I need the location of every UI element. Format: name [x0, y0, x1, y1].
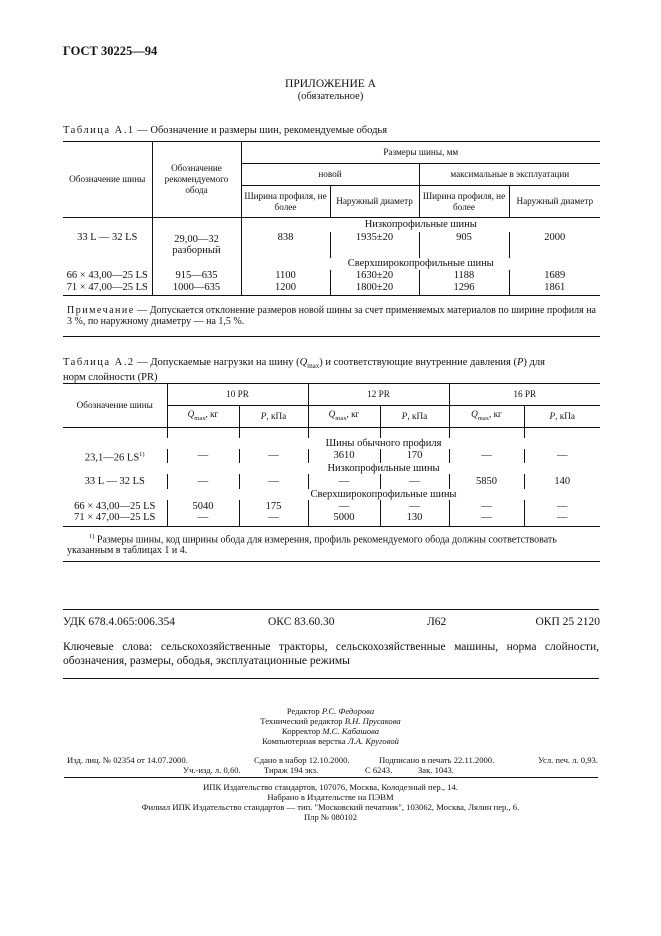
table2-r2-q10: —: [167, 474, 239, 489]
table2-caption-b: ) и соответствующие внутренние давления (: [319, 357, 517, 368]
table2-r4-p10: —: [239, 512, 308, 526]
table1-r1-dmax: 2000: [509, 232, 600, 258]
table1-group-ultra: Сверхширокопрофильные шины: [241, 258, 600, 270]
table2: [63, 383, 600, 562]
table2-r1-tire-text: 23,1—26 LS: [84, 452, 140, 463]
table2-r2-p12: —: [380, 474, 449, 489]
table-row: [63, 500, 600, 512]
table2-head-12pr: 12 PR: [308, 384, 449, 406]
table2-head-p12: [380, 406, 449, 428]
footnote-mark: 1): [89, 532, 95, 540]
table2-caption-max: max: [307, 362, 320, 371]
table2-r1-q12: 3610: [308, 449, 380, 464]
q-symbol: Q: [187, 409, 195, 420]
p-unit: , кПа: [407, 411, 428, 421]
table1-caption-text: — Обозначение и размеры шин, рекомендуемые ободья: [134, 125, 388, 136]
table1-r3-dmax: 1861: [509, 282, 600, 296]
p-symbol: P: [549, 411, 556, 421]
table1-r2-dmax: 1689: [509, 270, 600, 282]
q-symbol: Q: [328, 409, 336, 420]
table1-head-dia-new: Наружный диаметр: [330, 186, 419, 218]
table1-head-tire: Обозначение шины: [63, 142, 152, 218]
oks-code: ОКС 83.60.30: [268, 616, 335, 628]
table1-r1-wnew: 838: [241, 232, 330, 258]
table1-note: [63, 296, 600, 337]
table1-head-rim: Обозначение рекомендуемого обода: [152, 142, 241, 218]
q-unit: , кг: [489, 409, 502, 420]
table2-r1-p16: —: [524, 449, 600, 464]
layout-label: Компьютерная верстка: [262, 736, 348, 746]
corrector-line: [0, 726, 661, 736]
table1-r1-rim-line1: 29,00—32: [174, 233, 219, 245]
editor-label: Редактор: [286, 706, 322, 716]
table2-r3-p10: 175: [239, 500, 308, 512]
table2-head-p16: [524, 406, 600, 428]
table2-footnote-text: Размеры шины, код ширины обода для измерения, профиль рекомендуемого обода должны соответствовать указанным в таблицах 1 и 4.: [67, 534, 557, 557]
table2-head-q10: [167, 406, 239, 428]
s-number: С 6243.: [365, 765, 393, 775]
usl-pech: Усл. печ. л. 0,93.: [537, 755, 598, 765]
table2-r4-q12: 5000: [308, 512, 380, 526]
corrector-label: Корректор: [281, 726, 323, 736]
table1-head-width-new: Ширина профиля, не более: [241, 186, 330, 218]
table2-r1-tire: [63, 449, 167, 464]
editor-line: [0, 706, 661, 716]
keywords: Ключевые слова: сельскохозяйственные тракторы, сельскохозяйственные машины, норма слойности, обозначения, размеры, ободья, эксплуатационные режимы: [63, 641, 599, 667]
table2-r1-q16: —: [449, 449, 524, 464]
table1-head-dia-max: Наружный диаметр: [509, 186, 600, 218]
table1-head-sizes: Размеры шины, мм: [241, 142, 600, 164]
table2-head-p10: [239, 406, 308, 428]
table2-r4-p12: 130: [380, 512, 449, 526]
table2-r3-p16: —: [524, 500, 600, 512]
table2-head-q12: [308, 406, 380, 428]
table2-caption-c: ) для: [523, 357, 545, 368]
table1-r2-dnew: 1630±20: [330, 270, 419, 282]
table2-group-low: Низкопрофильные шины: [327, 463, 440, 474]
table-row: [63, 270, 600, 282]
table2-caption-line2: норм слойности (PR): [63, 372, 158, 384]
table2-r2-tire: 33 L — 32 LS: [84, 476, 145, 487]
max-subscript: max: [477, 414, 489, 422]
table2-r2-q16: 5850: [449, 474, 524, 489]
table2-head-tire: Обозначение шины: [63, 384, 167, 428]
table2-r3-tire: 66 × 43,00—25 LS: [74, 500, 156, 512]
p-symbol: P: [260, 411, 267, 421]
table2-caption: [63, 357, 603, 384]
table1-r2-wnew: 1100: [241, 270, 330, 282]
typeset-note: Набрано в Издательстве на ПЭВМ: [267, 792, 394, 802]
table1-r2-tire: 66 × 43,00—25 LS: [66, 270, 148, 281]
okp-code: ОКП 25 2120: [535, 616, 600, 628]
table-row: [63, 282, 600, 296]
table1-r1-tire: 33 L — 32 LS: [77, 231, 138, 243]
footnote-ref: 1): [139, 450, 145, 458]
appendix-title: ПРИЛОЖЕНИЕ А: [285, 78, 376, 90]
table2-group-ultra: Сверхширокопрофильные шины: [310, 489, 457, 500]
table1-r2-rim: 915—635: [152, 270, 241, 282]
tech-editor-line: [0, 716, 661, 726]
table1-group-low: Низкопрофильные шины: [241, 218, 600, 232]
izd-license: Изд. лиц. № 02354 от 14.07.2000.: [67, 755, 188, 765]
table-row: [63, 474, 600, 489]
table1-head-new: новой: [241, 164, 419, 186]
class-code: Л62: [427, 616, 447, 628]
udk-code: УДК 678.4.065:006.354: [63, 616, 175, 628]
table2-r2-p16: 140: [524, 474, 600, 489]
table2-r4-q10: —: [167, 512, 239, 526]
table2-r2-p10: —: [239, 474, 308, 489]
table2-r3-p12: —: [380, 500, 449, 512]
table2-footnote: [63, 526, 600, 561]
table-row: [63, 232, 600, 258]
table1-caption: [63, 125, 387, 136]
table1-r1-wmax: 905: [419, 232, 509, 258]
table2-head-q16: [449, 406, 524, 428]
table2-r1-q10: —: [167, 449, 239, 464]
table2-label: Таблица А.2: [63, 357, 135, 368]
table2-caption-q: Q: [299, 357, 308, 368]
table2-r4-q16: —: [449, 512, 524, 526]
table2-group-normal: Шины обычного профиля: [325, 437, 442, 449]
q-unit: , кг: [205, 409, 219, 420]
table1: [63, 141, 600, 337]
plr-number: Плр № 080102: [303, 812, 358, 822]
max-subscript: max: [335, 414, 347, 422]
table2-r4-p16: —: [524, 512, 600, 526]
table1-note-label: Примечание: [67, 305, 135, 316]
tirazh: Тираж 194 экз.: [264, 765, 319, 775]
tech-editor-label: Технический редактор: [260, 716, 345, 726]
table1-r3-wnew: 1200: [241, 282, 330, 296]
p-unit: , кПа: [266, 411, 287, 421]
table2-r1-p12: 170: [380, 449, 449, 464]
document-header: ГОСТ 30225—94: [63, 44, 158, 58]
table2-r3-q10: 5040: [167, 500, 239, 512]
table1-r3-tire: 71 × 47,00—25 LS: [63, 282, 152, 296]
editor-name: Р.С. Федорова: [321, 706, 375, 716]
p-symbol: P: [401, 411, 408, 421]
divider: [64, 777, 598, 778]
table2-head-10pr: 10 PR: [167, 384, 308, 406]
table2-head-16pr: 16 PR: [449, 384, 600, 406]
table-row: [63, 449, 600, 464]
table1-r3-dnew: 1800±20: [330, 282, 419, 296]
layout-name: Л.А. Круговой: [347, 736, 399, 746]
publisher-address: ИПК Издательство стандартов, 107076, Москва, Колодезный пер., 14.: [203, 782, 458, 792]
table1-head-width-max: Ширина профиля, не более: [419, 186, 509, 218]
table1-head-max: максимальные в эксплуатации: [419, 164, 600, 186]
table-row: [63, 512, 600, 526]
table1-r3-wmax: 1296: [419, 282, 509, 296]
table2-r4-tire: 71 × 47,00—25 LS: [63, 512, 167, 526]
q-symbol: Q: [471, 409, 478, 420]
corrector-name: М.С. Кабашова: [322, 726, 380, 736]
table1-r1-dnew: 1935±20: [330, 232, 419, 258]
zak-number: Зак. 1043.: [418, 765, 454, 775]
table1-r2-wmax: 1188: [419, 270, 509, 282]
table2-r2-q12: —: [308, 474, 380, 489]
table2-r1-p10: —: [239, 449, 308, 464]
appendix-subtitle: (обязательное): [297, 91, 364, 102]
table2-r3-q12: —: [308, 500, 380, 512]
divider: [63, 678, 599, 679]
q-unit: , кг: [346, 409, 360, 420]
table2-caption-p: P: [516, 357, 524, 368]
divider: [63, 609, 599, 610]
sdano-date: Сдано в набор 12.10.2000.: [254, 755, 350, 765]
uch-izd: Уч.-изд. л. 0,60.: [183, 765, 241, 775]
max-subscript: max: [194, 414, 206, 422]
table1-label: Таблица А.1: [63, 125, 135, 136]
table1-r3-rim: 1000—635: [152, 282, 241, 296]
table1-r1-rim: [152, 232, 241, 258]
table1-note-text: — Допускается отклонение размеров новой шины за счет применяемых материалов по ширине профиля на 3 %, по наружному диаметру — на 1,5 %.: [67, 305, 596, 327]
table2-caption-a: — Допускаемые нагрузки на шину (: [134, 357, 300, 368]
tech-editor-name: В.Н. Прусакова: [344, 716, 401, 726]
podpisano-date: Подписано в печать 22.11.2000.: [379, 755, 495, 765]
layout-line: [0, 736, 661, 746]
table2-r3-q16: —: [449, 500, 524, 512]
branch-address: Филиал ИПК Издательство стандартов — тип. "Московский печатник", 103062, Москва, Лялин пер., 6.: [141, 802, 520, 812]
table1-r1-rim-line2: разборный: [172, 244, 221, 256]
p-unit: , кПа: [555, 411, 575, 421]
